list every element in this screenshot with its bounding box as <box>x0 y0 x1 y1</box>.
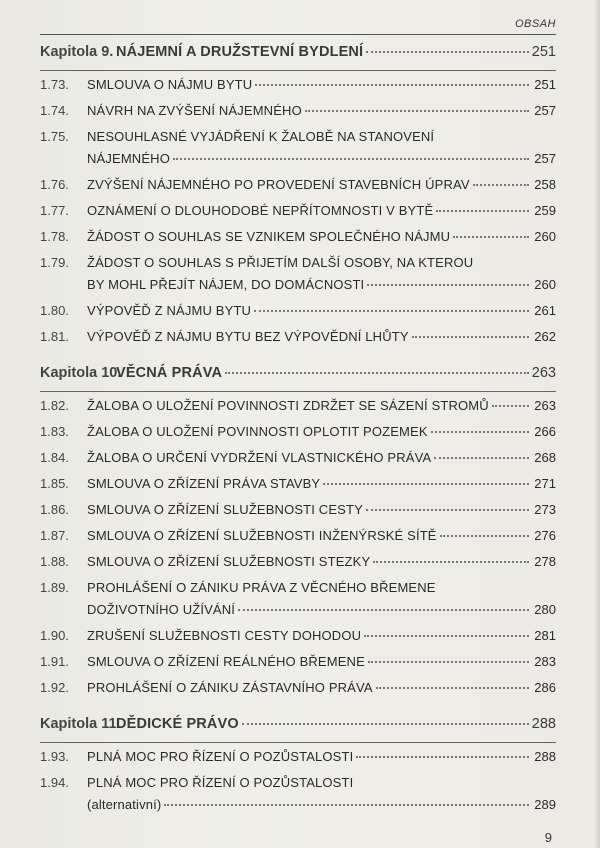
toc-entry <box>40 77 556 103</box>
entry-page: 263 <box>534 398 556 413</box>
toc-entry <box>40 177 556 203</box>
running-head <box>40 14 556 35</box>
entry-page: 286 <box>534 680 556 695</box>
entry-number: 1.90. <box>40 628 69 643</box>
chapter-number: Kapitola 10. <box>40 365 122 381</box>
toc-entry <box>40 229 556 255</box>
dot-leader <box>366 51 529 53</box>
entry-title: NESOUHLASNÉ VYJÁDŘENÍ K ŽALOBĚ NA STANOVENÍ <box>87 129 435 144</box>
toc-entry <box>40 528 556 554</box>
entry-title: PLNÁ MOC PRO ŘÍZENÍ O POZŮSTALOSTI <box>87 775 354 790</box>
entry-number: 1.79. <box>40 255 69 270</box>
entry-page: 258 <box>534 177 556 192</box>
entry-page: 251 <box>534 77 556 92</box>
entry-page: 278 <box>534 554 556 569</box>
entry-number: 1.87. <box>40 528 69 543</box>
dot-leader <box>412 336 529 338</box>
entry-number: 1.89. <box>40 580 69 595</box>
dot-leader <box>356 756 529 758</box>
entry-page: 276 <box>534 528 556 543</box>
entry-page: 261 <box>534 303 556 318</box>
section-gap <box>40 355 556 365</box>
entry-page: 268 <box>534 450 556 465</box>
dot-leader <box>368 661 529 663</box>
entry-page: 273 <box>534 502 556 517</box>
dot-leader <box>376 687 529 689</box>
dot-leader <box>305 110 529 112</box>
toc-entry <box>40 502 556 528</box>
entry-title: (alternativní) <box>87 797 162 812</box>
entry-title: BY MOHL PŘEJÍT NÁJEM, DO DOMÁCNOSTI <box>87 277 365 292</box>
chapter-page: 251 <box>531 44 556 60</box>
entry-number: 1.78. <box>40 229 69 244</box>
entry-number: 1.88. <box>40 554 69 569</box>
toc-entry <box>40 554 556 580</box>
entry-title: SMLOUVA O ZŘÍZENÍ SLUŽEBNOSTI STEZKY <box>87 554 371 569</box>
chapter-page: 263 <box>531 365 556 381</box>
toc-entry <box>40 203 556 229</box>
entry-title: ŽALOBA O URČENÍ VYDRŽENÍ VLASTNICKÉHO PRÁVA <box>87 450 432 465</box>
toc-entry <box>40 303 556 329</box>
entry-page: 283 <box>534 654 556 669</box>
dot-leader <box>440 535 529 537</box>
toc-entry <box>40 424 556 450</box>
entry-page: 280 <box>534 602 556 617</box>
chapter-number: Kapitola 9. <box>40 44 114 60</box>
entry-title: PROHLÁŠENÍ O ZÁNIKU ZÁSTAVNÍHO PRÁVA <box>87 680 373 695</box>
entry-line <box>40 580 556 602</box>
table-of-contents <box>40 44 556 823</box>
entry-number: 1.74. <box>40 103 69 118</box>
entry-title: SMLOUVA O ZŘÍZENÍ REÁLNÉHO BŘEMENE <box>87 654 365 669</box>
entry-number: 1.76. <box>40 177 69 192</box>
dot-leader <box>453 236 529 238</box>
entry-title: NÁVRH NA ZVÝŠENÍ NÁJEMNÉHO <box>87 103 302 118</box>
entry-number: 1.75. <box>40 129 69 144</box>
entry-page: 260 <box>534 229 556 244</box>
entry-title: SMLOUVA O ZŘÍZENÍ SLUŽEBNOSTI INŽENÝRSKÉ SÍTĚ <box>87 528 437 543</box>
entry-line <box>40 151 556 177</box>
toc-entry <box>40 654 556 680</box>
entry-number: 1.81. <box>40 329 69 344</box>
chapter-title: DĚDICKÉ PRÁVO <box>116 716 239 732</box>
chapter-heading <box>40 44 556 71</box>
entry-title: ŽALOBA O ULOŽENÍ POVINNOSTI ZDRŽET SE SÁZENÍ STROMŮ <box>87 398 489 413</box>
dot-leader <box>436 210 529 212</box>
toc-entry <box>40 450 556 476</box>
entry-page: 259 <box>534 203 556 218</box>
dot-leader <box>238 609 529 611</box>
dot-leader <box>364 635 529 637</box>
entry-page: 281 <box>534 628 556 643</box>
entry-line <box>40 255 556 277</box>
entry-title: DOŽIVOTNÍHO UŽÍVÁNÍ <box>87 602 236 617</box>
entry-number: 1.82. <box>40 398 69 413</box>
entry-number: 1.77. <box>40 203 69 218</box>
dot-leader <box>164 804 529 806</box>
chapter-heading <box>40 716 556 743</box>
entry-title: VÝPOVĚĎ Z NÁJMU BYTU <box>87 303 252 318</box>
entry-title: SMLOUVA O ZŘÍZENÍ SLUŽEBNOSTI CESTY <box>87 502 363 517</box>
section-gap <box>40 706 556 716</box>
dot-leader <box>373 561 529 563</box>
entry-title: VÝPOVĚĎ Z NÁJMU BYTU BEZ VÝPOVĚDNÍ LHŮTY <box>87 329 409 344</box>
entry-page: 257 <box>534 151 556 166</box>
toc-entry <box>40 398 556 424</box>
entry-number: 1.93. <box>40 749 69 764</box>
chapter-heading <box>40 365 556 392</box>
entry-number: 1.91. <box>40 654 69 669</box>
chapter-number: Kapitola 11. <box>40 716 121 732</box>
toc-entry <box>40 680 556 706</box>
entry-number: 1.85. <box>40 476 69 491</box>
toc-entry <box>40 628 556 654</box>
entry-number: 1.80. <box>40 303 69 318</box>
dot-leader <box>366 509 529 511</box>
dot-leader <box>473 184 529 186</box>
chapter-title: VĚCNÁ PRÁVA <box>116 365 223 381</box>
entry-title: NÁJEMNÉHO <box>87 151 170 166</box>
dot-leader <box>367 284 529 286</box>
entry-title: ZVÝŠENÍ NÁJEMNÉHO PO PROVEDENÍ STAVEBNÍCH ÚPRAV <box>87 177 470 192</box>
toc-entry <box>40 255 556 303</box>
entry-line <box>40 797 556 823</box>
entry-line <box>40 775 556 797</box>
dot-leader <box>323 483 529 485</box>
entry-title: ŽALOBA O ULOŽENÍ POVINNOSTI OPLOTIT POZEMEK <box>87 424 428 439</box>
toc-entry <box>40 103 556 129</box>
page-edge-shadow <box>594 0 600 848</box>
entry-page: 288 <box>534 749 556 764</box>
dot-leader <box>225 372 529 374</box>
entry-page: 260 <box>534 277 556 292</box>
entry-page: 262 <box>534 329 556 344</box>
entry-title: ZRUŠENÍ SLUŽEBNOSTI CESTY DOHODOU <box>87 628 362 643</box>
toc-entry <box>40 476 556 502</box>
entry-title: ŽÁDOST O SOUHLAS SE VZNIKEM SPOLEČNÉHO NÁJMU <box>87 229 451 244</box>
entry-number: 1.92. <box>40 680 69 695</box>
toc-entry <box>40 329 556 355</box>
entry-number: 1.83. <box>40 424 69 439</box>
entry-page: 289 <box>534 797 556 812</box>
entry-title: PROHLÁŠENÍ O ZÁNIKU PRÁVA Z VĚCNÉHO BŘEMENE <box>87 580 436 595</box>
page-number: 9 <box>544 830 552 845</box>
dot-leader <box>492 405 529 407</box>
entry-number: 1.86. <box>40 502 69 517</box>
chapter-page: 288 <box>531 716 556 732</box>
entry-line <box>40 602 556 628</box>
entry-title: PLNÁ MOC PRO ŘÍZENÍ O POZŮSTALOSTI <box>87 749 354 764</box>
entry-title: SMLOUVA O ZŘÍZENÍ PRÁVA STAVBY <box>87 476 321 491</box>
dot-leader <box>434 457 529 459</box>
entry-number: 1.73. <box>40 77 69 92</box>
toc-entry <box>40 749 556 775</box>
entry-title: SMLOUVA O NÁJMU BYTU <box>87 77 253 92</box>
entry-title: ŽÁDOST O SOUHLAS S PŘIJETÍM DALŠÍ OSOBY, NA KTEROU <box>87 255 474 270</box>
entry-number: 1.84. <box>40 450 69 465</box>
entry-page: 271 <box>534 476 556 491</box>
entry-page: 266 <box>534 424 556 439</box>
dot-leader <box>255 84 529 86</box>
entry-line <box>40 129 556 151</box>
dot-leader <box>431 431 529 433</box>
dot-leader <box>173 158 529 160</box>
entry-line <box>40 277 556 303</box>
running-head-text: OBSAH <box>514 18 556 30</box>
toc-entry <box>40 775 556 823</box>
chapter-title: NÁJEMNÍ A DRUŽSTEVNÍ BYDLENÍ <box>116 44 364 60</box>
entry-title: OZNÁMENÍ O DLOUHODOBÉ NEPŘÍTOMNOSTI V BYTĚ <box>87 203 434 218</box>
toc-entry <box>40 129 556 177</box>
dot-leader <box>254 310 529 312</box>
entry-number: 1.94. <box>40 775 69 790</box>
toc-entry <box>40 580 556 628</box>
entry-page: 257 <box>534 103 556 118</box>
dot-leader <box>242 723 529 725</box>
